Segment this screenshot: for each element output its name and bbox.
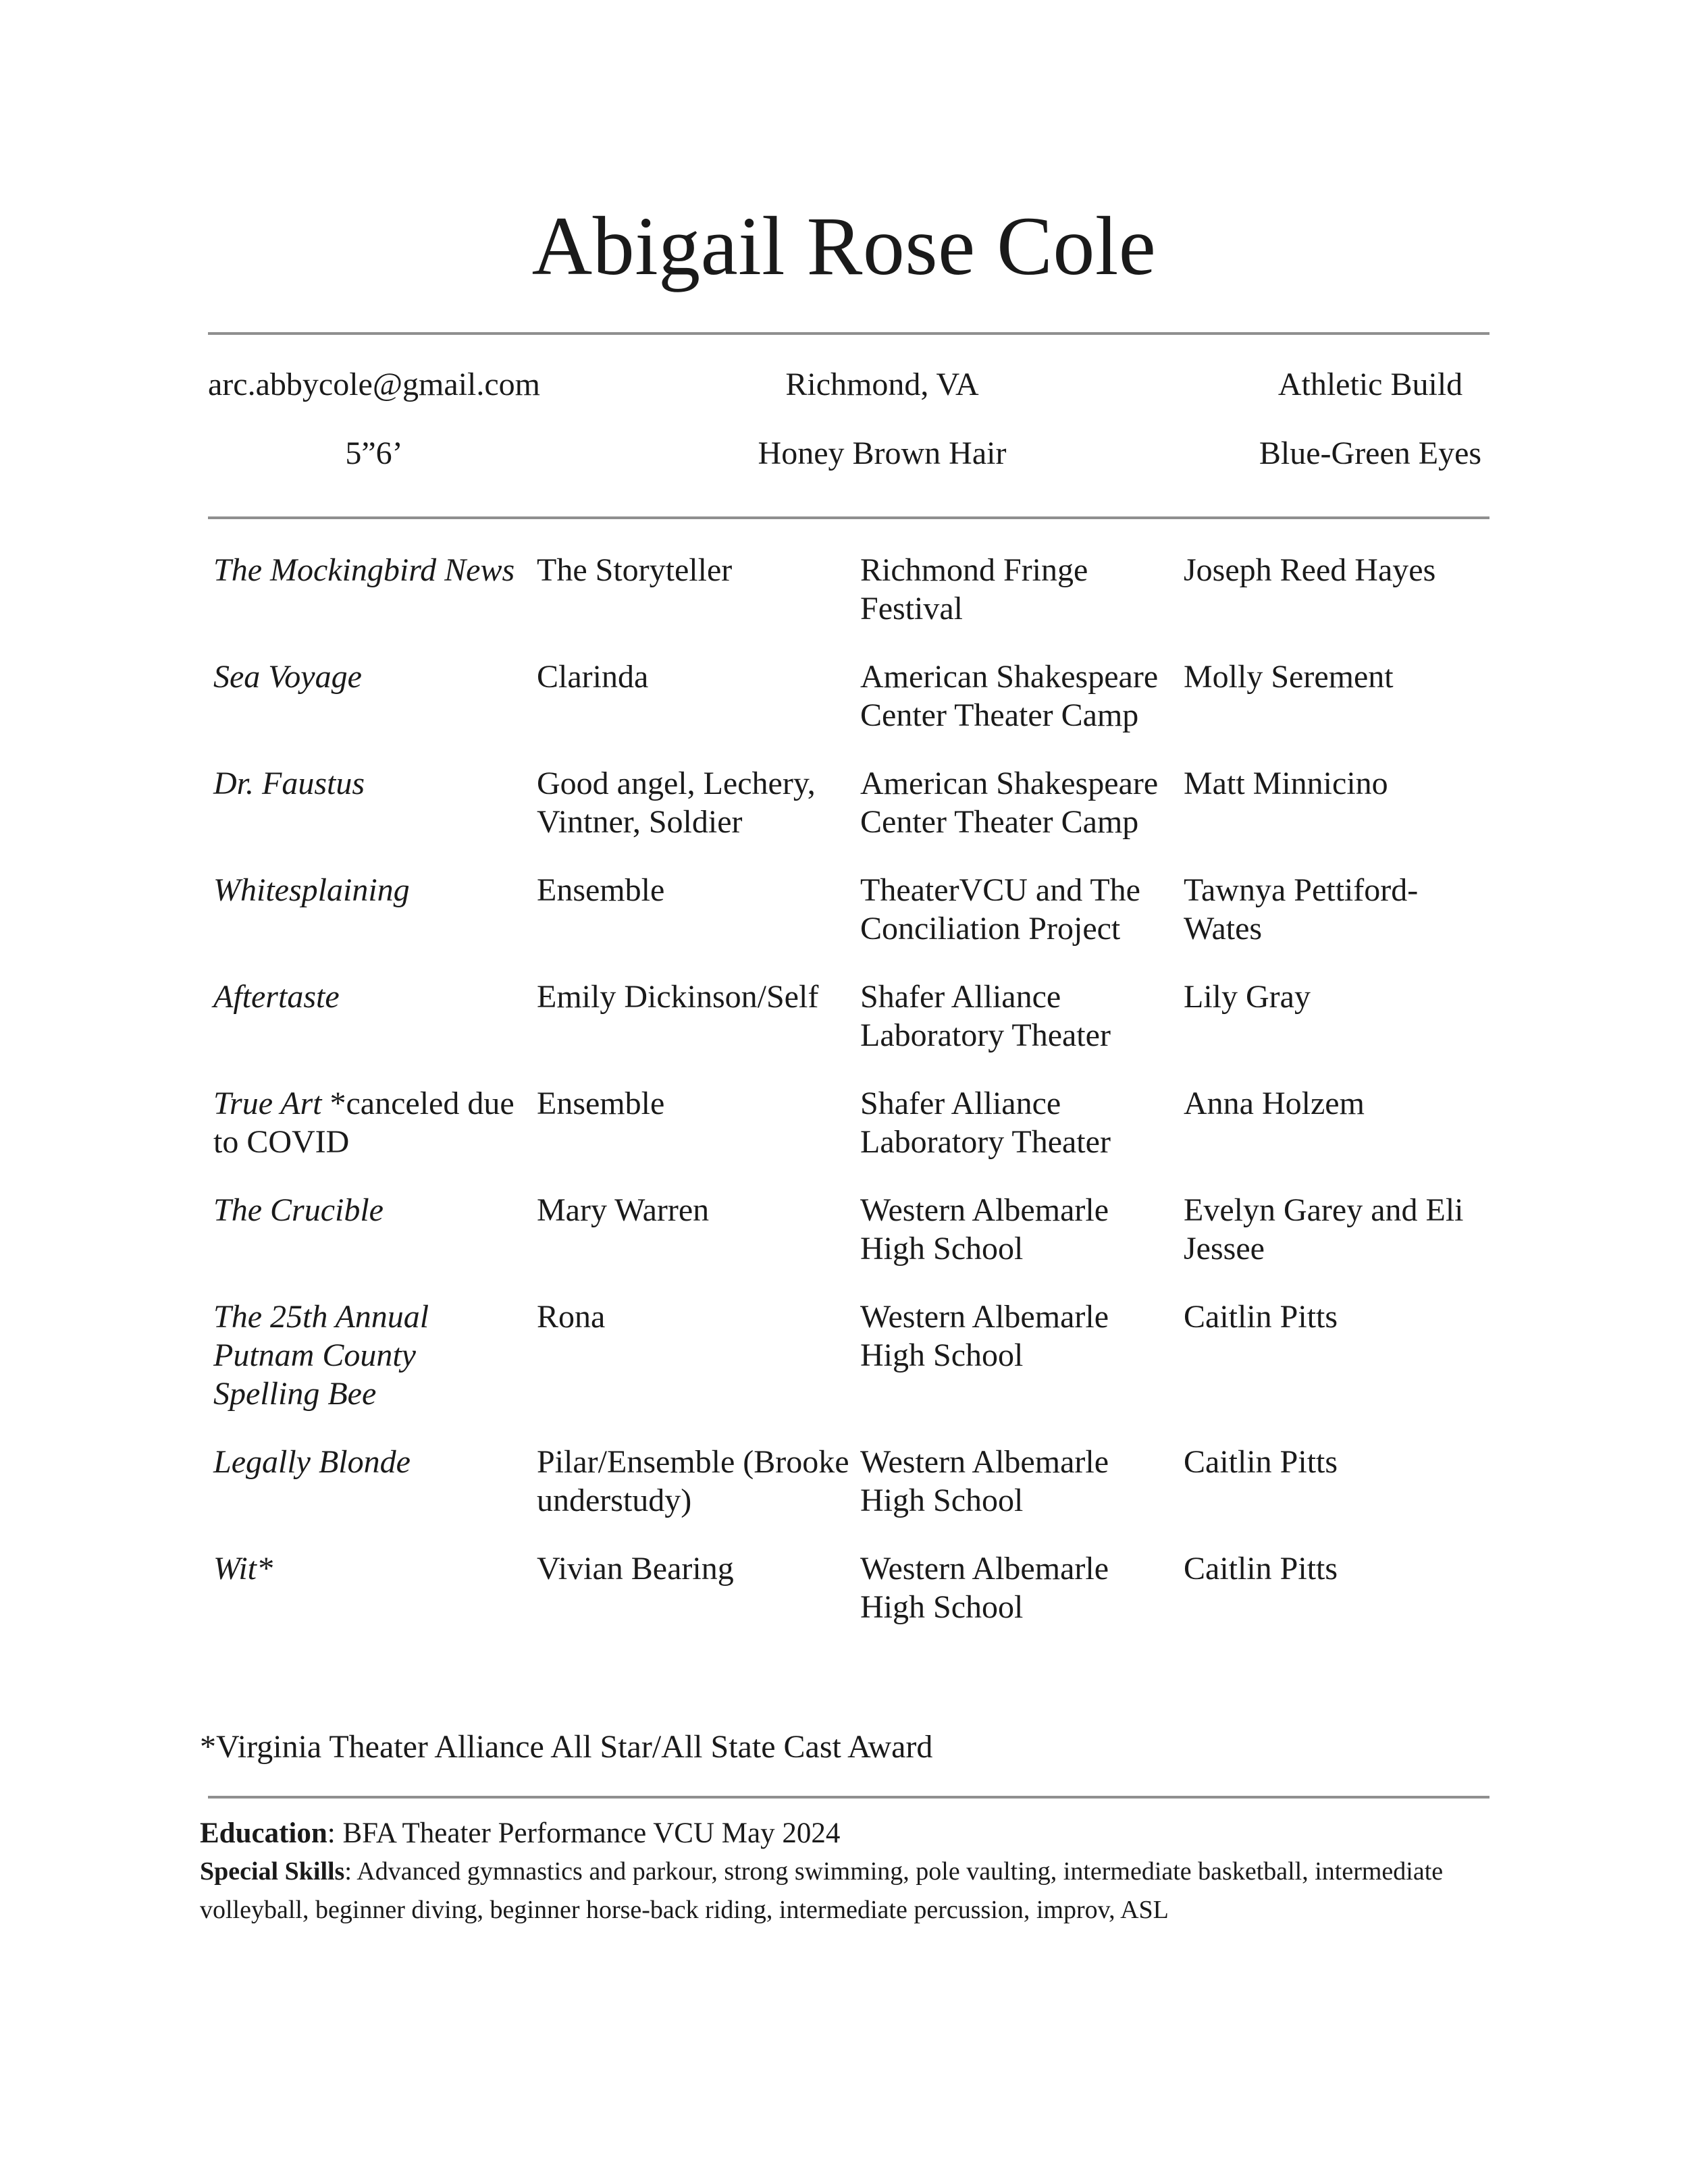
- credit-title-note: *canceled due to COVID: [213, 1086, 515, 1160]
- credit-title-text: Dr. Faustus: [213, 766, 365, 801]
- credit-role: Rona: [537, 1299, 606, 1335]
- credit-venue: Western Albemarle High School: [860, 1299, 1109, 1373]
- credit-title-text: Aftertaste: [213, 979, 340, 1015]
- credit-director: Caitlin Pitts: [1184, 1551, 1338, 1587]
- credit-venue: Shafer Alliance Laboratory Theater: [860, 979, 1111, 1053]
- credit-role: Emily Dickinson/Self: [537, 979, 819, 1015]
- divider: [208, 1796, 1489, 1799]
- credit-role: The Storyteller: [537, 552, 733, 588]
- credit-row: [213, 551, 1496, 628]
- credit-role: Vivian Bearing: [537, 1551, 734, 1587]
- credit-row: [213, 1298, 1496, 1413]
- credit-role: Clarinda: [537, 659, 649, 695]
- credit-title-text: Legally Blonde: [213, 1444, 411, 1480]
- credit-venue: Richmond Fringe Festival: [860, 552, 1088, 627]
- credit-venue: American Shakespeare Center Theater Camp: [860, 659, 1159, 733]
- divider: [208, 516, 1489, 519]
- divider: [208, 332, 1489, 335]
- credit-row: [213, 658, 1496, 735]
- credit-director: Evelyn Garey and Eli Jessee: [1184, 1192, 1464, 1267]
- credit-title-text: The 25th Annual Putnam County Spelling Bee: [213, 1299, 429, 1412]
- credit-row: [213, 1084, 1496, 1161]
- credit-venue: Western Albemarle High School: [860, 1444, 1109, 1518]
- credit-role: Ensemble: [537, 1086, 665, 1121]
- credit-director: Matt Minnicino: [1184, 766, 1388, 801]
- credit-title-text: Wit*: [213, 1551, 273, 1587]
- location: Richmond, VA: [785, 367, 979, 402]
- credit-title-text: The Mockingbird News: [213, 552, 515, 588]
- credits-table: [213, 551, 1496, 1626]
- skills-value: : Advanced gymnastics and parkour, strong swimming, pole vaulting, intermediate basketball, intermediate volleyball, beginner diving, beginner horse-back riding, intermediate percussion, improv, ASL: [200, 1857, 1444, 1924]
- credit-title-text: True Art: [213, 1086, 322, 1121]
- credit-director: Lily Gray: [1184, 979, 1311, 1015]
- award-footnote: *Virginia Theater Alliance All Star/All State Cast Award: [200, 1729, 933, 1765]
- credit-director: Tawnya Pettiford-Wates: [1184, 872, 1419, 947]
- height: 5”6’: [345, 435, 403, 471]
- credit-row: [213, 978, 1496, 1055]
- credit-title: [213, 551, 537, 628]
- credit-row: [213, 1549, 1496, 1626]
- credit-row: [213, 1443, 1496, 1520]
- eye-color: Blue-Green Eyes: [1259, 435, 1482, 471]
- credit-title: [213, 1191, 537, 1268]
- credit-venue: TheaterVCU and The Conciliation Project: [860, 872, 1140, 947]
- build: Athletic Build: [1277, 367, 1463, 402]
- credit-title: [213, 1549, 537, 1626]
- credit-director: Caitlin Pitts: [1184, 1299, 1338, 1335]
- credit-title-text: Whitesplaining: [213, 872, 410, 908]
- education-label: Education: [200, 1817, 327, 1849]
- credit-role: Pilar/Ensemble (Brooke understudy): [537, 1444, 849, 1518]
- credit-title: [213, 1084, 537, 1161]
- resume-name: Abigail Rose Cole: [531, 200, 1157, 292]
- credit-title: [213, 978, 537, 1055]
- credit-director: Joseph Reed Hayes: [1184, 552, 1436, 588]
- skills-label: Special Skills: [200, 1857, 345, 1886]
- credit-title: [213, 1443, 537, 1520]
- credit-venue: Western Albemarle High School: [860, 1551, 1109, 1625]
- credit-role: Good angel, Lechery, Vintner, Soldier: [537, 766, 816, 840]
- credit-venue: Western Albemarle High School: [860, 1192, 1109, 1267]
- credit-venue: American Shakespeare Center Theater Camp: [860, 766, 1159, 840]
- credit-title: [213, 658, 537, 735]
- education-value: : BFA Theater Performance VCU May 2024: [327, 1817, 841, 1849]
- special-skills: [200, 1853, 1496, 1929]
- credit-title: [213, 764, 537, 841]
- credit-role: Mary Warren: [537, 1192, 710, 1228]
- credit-director: Anna Holzem: [1184, 1086, 1365, 1121]
- credit-director: Molly Serement: [1184, 659, 1394, 695]
- credit-title: [213, 871, 537, 948]
- credit-title: [213, 1298, 537, 1413]
- credit-role: Ensemble: [537, 872, 665, 908]
- credit-title-text: The Crucible: [213, 1192, 384, 1228]
- credit-row: [213, 764, 1496, 841]
- contact-info: [208, 365, 1489, 474]
- email: arc.abbycole@gmail.com: [208, 367, 540, 402]
- education: [200, 1815, 840, 1853]
- credit-row: [213, 1191, 1496, 1268]
- credit-director: Caitlin Pitts: [1184, 1444, 1338, 1480]
- hair-color: Honey Brown Hair: [758, 435, 1007, 471]
- credit-venue: Shafer Alliance Laboratory Theater: [860, 1086, 1111, 1160]
- credit-row: [213, 871, 1496, 948]
- credit-title-text: Sea Voyage: [213, 659, 362, 695]
